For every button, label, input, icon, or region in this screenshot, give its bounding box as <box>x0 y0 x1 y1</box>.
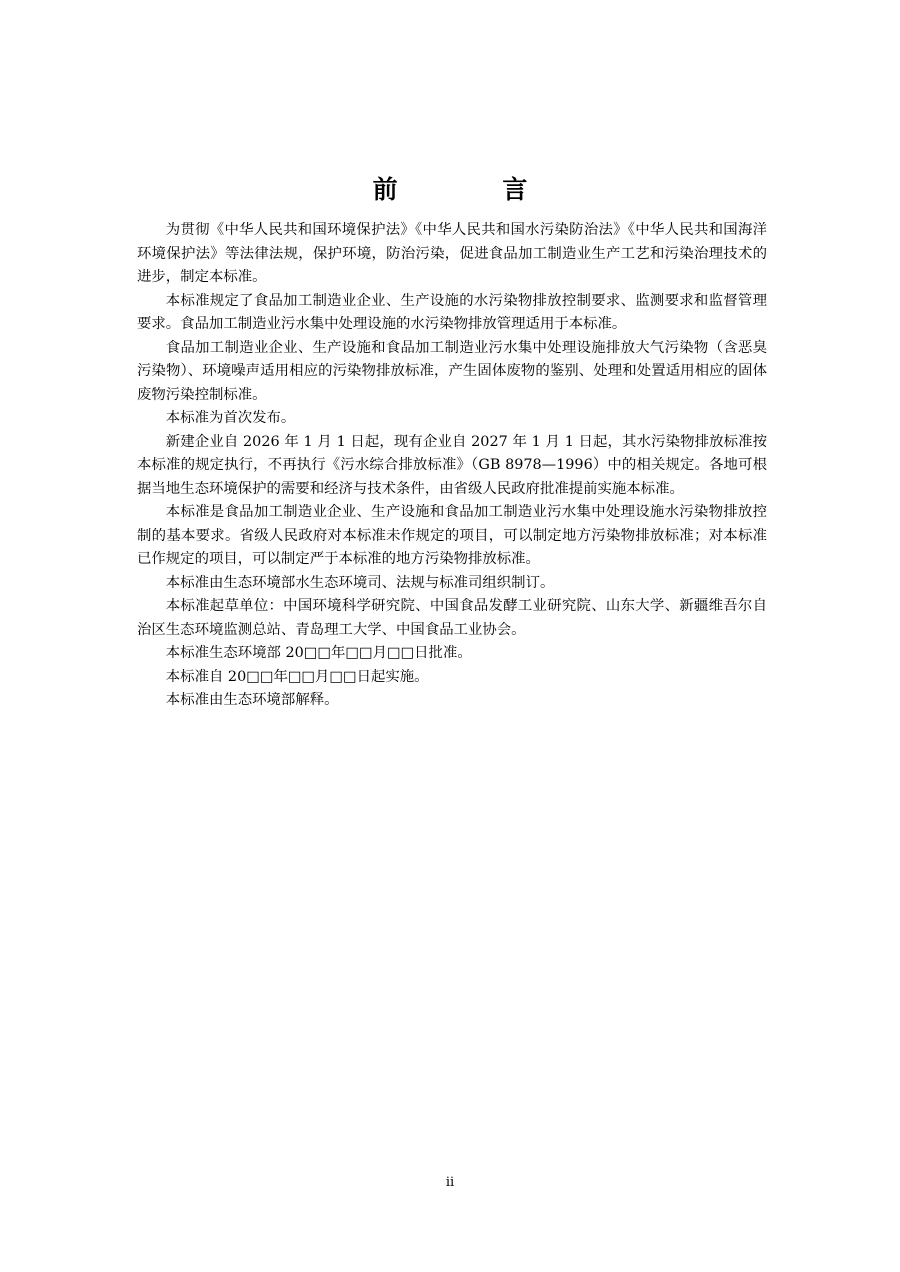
page-number: ii <box>445 1175 455 1190</box>
paragraph-basic-requirements: 本标准是食品加工制造业企业、生产设施和食品加工制造业污水集中处理设施水污染物排放控制的基本要求。省级人民政府对本标准未作规定的项目，可以制定地方污染物排放标准；对本标准已作规定的项目，可以制定严于本标准的地方污染物排放标准。 <box>137 504 767 567</box>
paragraph-other-pollutants: 食品加工制造业企业、生产设施和食品加工制造业污水集中处理设施排放大气污染物（含恶臭污染物）、环境噪声适用相应的污染物排放标准，产生固体废物的鉴别、处理和处置适用相应的固体废物污染控制标准。 <box>137 339 767 403</box>
page-title: 前 言 <box>372 174 576 204</box>
paragraph-purpose: 为贯彻《中华人民共和国环境保护法》《中华人民共和国水污染防治法》《中华人民共和国海洋环境保护法》等法律法规，保护环境，防治污染，促进食品加工制造业生产工艺和污染治理技术的进步，制定本标准。 <box>137 222 767 285</box>
paragraph-effective-dates: 新建企业自 2026 年 1 月 1 日起，现有企业自 2027 年 1 月 1 日起，其水污染物排放标准按本标准的规定执行，不再执行《污水综合排放标准》（GB 8978—1996）中的相关规定。各地可根据当地生态环境保护的需要和经济与技术条件，由省级人民政府批准提前实施本标准。 <box>137 433 767 497</box>
paragraph-interpretation: 本标准由生态环境部解释。 <box>165 692 339 708</box>
paragraph-first-release: 本标准为首次发布。 <box>165 410 296 426</box>
paragraph-scope: 本标准规定了食品加工制造业企业、生产设施的水污染物排放控制要求、监测要求和监督管理要求。食品加工制造业污水集中处理设施的水污染物排放管理适用于本标准。 <box>137 292 767 332</box>
paragraph-implementation: 本标准自 20□□年□□月□□日起实施。 <box>165 668 429 685</box>
paragraph-organizer: 本标准由生态环境部水生态环境司、法规与标准司组织制订。 <box>165 574 555 591</box>
paragraph-drafting-units: 本标准起草单位：中国环境科学研究院、中国食品发酵工业研究院、山东大学、新疆维吾尔自治区生态环境监测总站、青岛理工大学、中国食品工业协会。 <box>137 598 767 638</box>
paragraph-approval: 本标准生态环境部 20□□年□□月□□日批准。 <box>165 645 472 661</box>
preface-body <box>137 219 767 713</box>
